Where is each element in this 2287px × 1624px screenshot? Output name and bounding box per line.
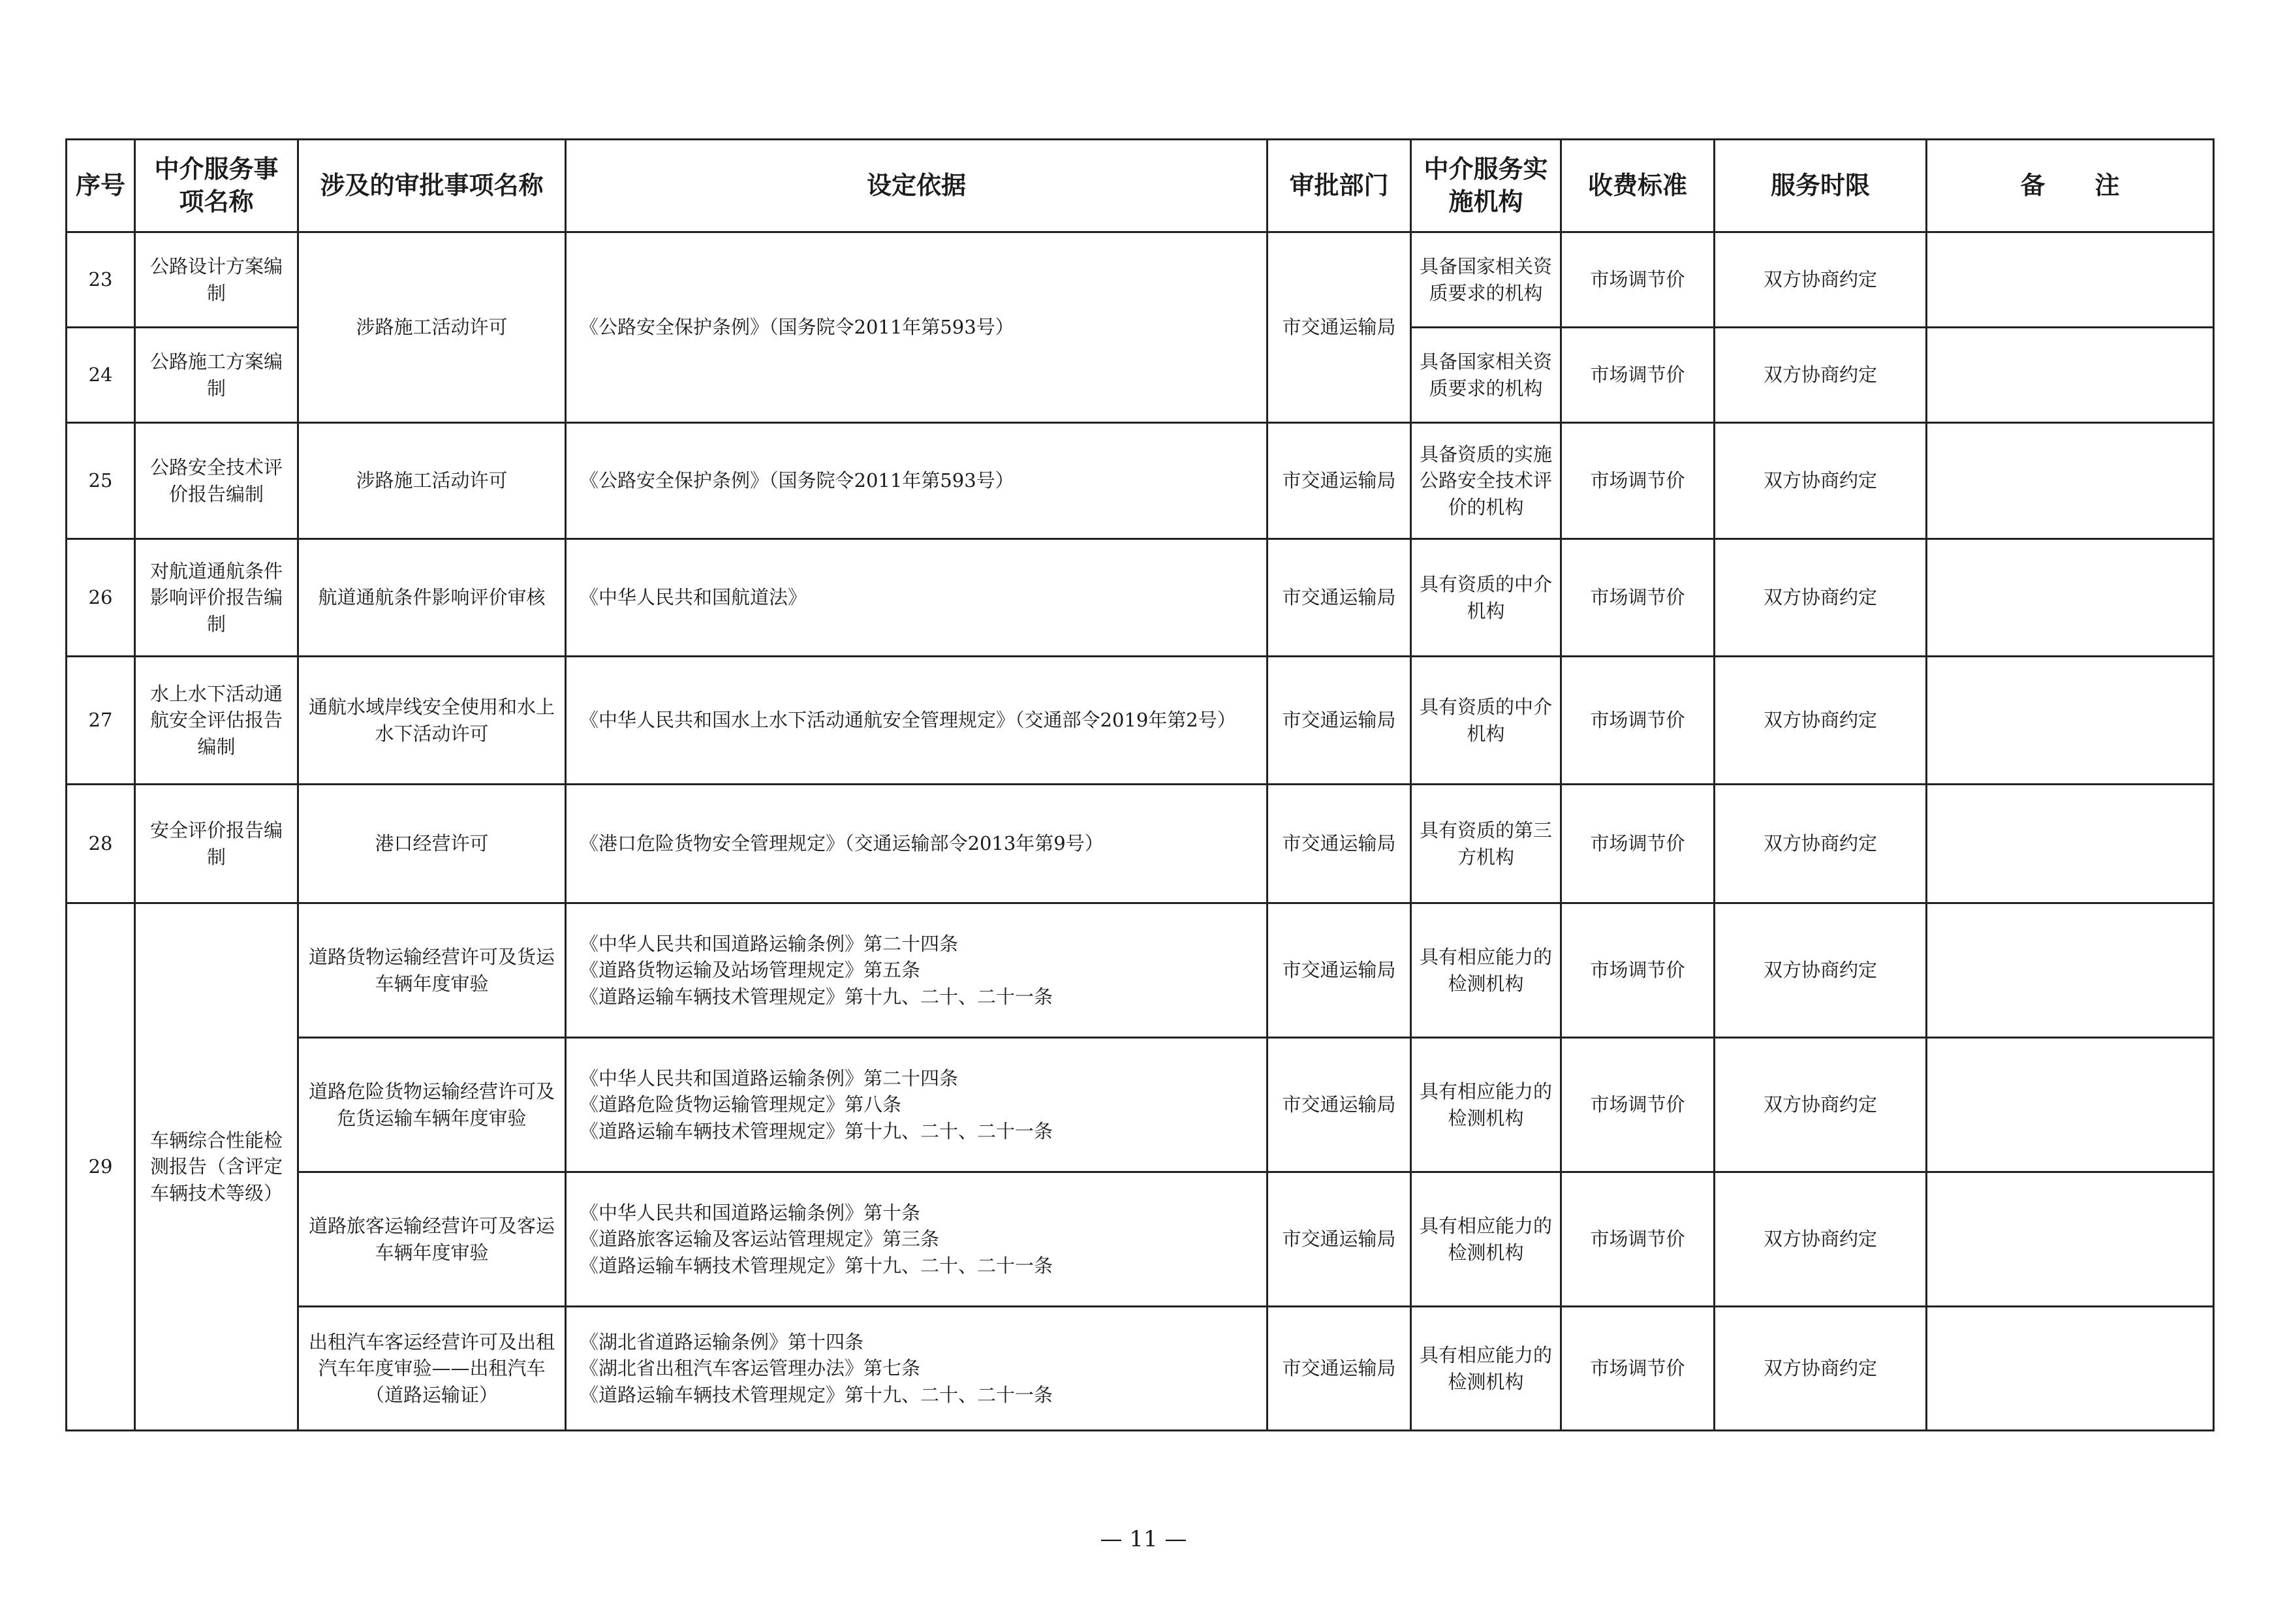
cell-remarks — [1927, 785, 2214, 903]
cell-approval: 出租汽车客运经营许可及出租汽车年度审验——出租汽车（道路运输证） — [298, 1307, 566, 1431]
cell-fee: 市场调节价 — [1561, 232, 1715, 328]
header-service: 中介服务事项名称 — [135, 140, 298, 232]
cell-fee: 市场调节价 — [1561, 1038, 1715, 1172]
basis-line: 《中华人民共和国道路运输条例》第十条 — [580, 1201, 921, 1224]
cell-remarks — [1927, 1038, 2214, 1172]
basis-line: 《道路危险货物运输管理规定》第八条 — [580, 1093, 902, 1116]
basis-line: 《湖北省出租汽车客运管理办法》第七条 — [580, 1357, 921, 1380]
cell-approval: 航道通航条件影响评价审核 — [298, 539, 566, 657]
cell-remarks — [1927, 903, 2214, 1038]
cell-time-limit: 双方协商约定 — [1715, 539, 1927, 657]
cell-remarks — [1927, 423, 2214, 539]
cell-provider: 具备国家相关资质要求的机构 — [1411, 232, 1561, 328]
cell-service: 水上水下活动通航安全评估报告编制 — [135, 657, 298, 785]
header-department: 审批部门 — [1268, 140, 1411, 232]
header-remarks: 备 注 — [1927, 140, 2214, 232]
cell-time-limit: 双方协商约定 — [1715, 785, 1927, 903]
cell-remarks — [1927, 1172, 2214, 1307]
table-row — [67, 1307, 2214, 1431]
cell-department: 市交通运输局 — [1268, 903, 1411, 1038]
cell-department: 市交通运输局 — [1268, 1307, 1411, 1431]
table-row — [67, 1172, 2214, 1307]
cell-remarks — [1927, 657, 2214, 785]
cell-seq: 23 — [67, 232, 135, 328]
table-row — [67, 903, 2214, 1038]
cell-fee: 市场调节价 — [1561, 539, 1715, 657]
cell-department: 市交通运输局 — [1268, 785, 1411, 903]
cell-approval: 道路危险货物运输经营许可及危货运输车辆年度审验 — [298, 1038, 566, 1172]
cell-seq: 26 — [67, 539, 135, 657]
header-time-limit: 服务时限 — [1715, 140, 1927, 232]
cell-approval: 道路旅客运输经营许可及客运车辆年度审验 — [298, 1172, 566, 1307]
basis-line: 《道路货物运输及站场管理规定》第五条 — [580, 959, 921, 982]
cell-approval: 港口经营许可 — [298, 785, 566, 903]
cell-remarks — [1927, 1307, 2214, 1431]
cell-provider: 具有资质的中介机构 — [1411, 539, 1561, 657]
cell-time-limit: 双方协商约定 — [1715, 1172, 1927, 1307]
cell-basis: 《公路安全保护条例》（国务院令2011年第593号） — [566, 232, 1268, 423]
cell-fee: 市场调节价 — [1561, 328, 1715, 423]
basis-line: 《道路运输车辆技术管理规定》第十九、二十、二十一条 — [580, 1383, 1053, 1406]
cell-service: 公路施工方案编制 — [135, 328, 298, 423]
basis-line: 《道路旅客运输及客运站管理规定》第三条 — [580, 1228, 940, 1251]
cell-basis — [566, 1172, 1268, 1307]
cell-department: 市交通运输局 — [1268, 657, 1411, 785]
cell-provider: 具有资质的中介机构 — [1411, 657, 1561, 785]
cell-basis: 《港口危险货物安全管理规定》（交通运输部令2013年第9号） — [566, 785, 1268, 903]
cell-basis — [566, 903, 1268, 1038]
cell-basis: 《中华人民共和国航道法》 — [566, 539, 1268, 657]
cell-basis — [566, 1307, 1268, 1431]
cell-approval: 涉路施工活动许可 — [298, 423, 566, 539]
header-approval: 涉及的审批事项名称 — [298, 140, 566, 232]
cell-remarks — [1927, 232, 2214, 328]
cell-seq: 25 — [67, 423, 135, 539]
cell-remarks — [1927, 539, 2214, 657]
header-seq: 序号 — [67, 140, 135, 232]
cell-department: 市交通运输局 — [1268, 1172, 1411, 1307]
cell-seq: 28 — [67, 785, 135, 903]
cell-fee: 市场调节价 — [1561, 903, 1715, 1038]
cell-seq: 24 — [67, 328, 135, 423]
cell-provider: 具备资质的实施公路安全技术评价的机构 — [1411, 423, 1561, 539]
cell-department: 市交通运输局 — [1268, 539, 1411, 657]
cell-basis: 《中华人民共和国水上水下活动通航安全管理规定》（交通部令2019年第2号） — [566, 657, 1268, 785]
cell-time-limit: 双方协商约定 — [1715, 1038, 1927, 1172]
cell-provider: 具有相应能力的检测机构 — [1411, 1038, 1561, 1172]
cell-time-limit: 双方协商约定 — [1715, 423, 1927, 539]
cell-department: 市交通运输局 — [1268, 232, 1411, 423]
cell-fee: 市场调节价 — [1561, 1172, 1715, 1307]
cell-provider: 具备国家相关资质要求的机构 — [1411, 328, 1561, 423]
cell-service: 公路设计方案编制 — [135, 232, 298, 328]
basis-line: 《湖北省道路运输条例》第十四条 — [580, 1330, 864, 1353]
page-number: — 11 — — [1100, 1526, 1187, 1552]
table-row — [67, 423, 2214, 539]
cell-approval: 道路货物运输经营许可及货运车辆年度审验 — [298, 903, 566, 1038]
basis-line: 《中华人民共和国道路运输条例》第二十四条 — [580, 1067, 959, 1089]
cell-remarks — [1927, 328, 2214, 423]
cell-basis — [566, 1038, 1268, 1172]
basis-line: 《中华人民共和国道路运输条例》第二十四条 — [580, 932, 959, 955]
header-basis: 设定依据 — [566, 140, 1268, 232]
cell-seq: 29 — [67, 903, 135, 1431]
cell-provider: 具有相应能力的检测机构 — [1411, 903, 1561, 1038]
cell-service: 车辆综合性能检测报告（含评定车辆技术等级） — [135, 903, 298, 1431]
table-row — [67, 657, 2214, 785]
basis-line: 《道路运输车辆技术管理规定》第十九、二十、二十一条 — [580, 985, 1053, 1008]
header-fee: 收费标准 — [1561, 140, 1715, 232]
cell-fee: 市场调节价 — [1561, 423, 1715, 539]
cell-time-limit: 双方协商约定 — [1715, 657, 1927, 785]
cell-provider: 具有相应能力的检测机构 — [1411, 1172, 1561, 1307]
basis-line: 《道路运输车辆技术管理规定》第十九、二十、二十一条 — [580, 1119, 1053, 1142]
cell-approval: 通航水域岸线安全使用和水上水下活动许可 — [298, 657, 566, 785]
table-row — [67, 539, 2214, 657]
intermediary-services-table — [65, 138, 2215, 1431]
cell-time-limit: 双方协商约定 — [1715, 232, 1927, 328]
table-header-row — [67, 140, 2214, 232]
cell-seq: 27 — [67, 657, 135, 785]
cell-approval: 涉路施工活动许可 — [298, 232, 566, 423]
cell-basis: 《公路安全保护条例》（国务院令2011年第593号） — [566, 423, 1268, 539]
cell-provider: 具有资质的第三方机构 — [1411, 785, 1561, 903]
cell-fee: 市场调节价 — [1561, 657, 1715, 785]
cell-service: 对航道通航条件影响评价报告编制 — [135, 539, 298, 657]
cell-fee: 市场调节价 — [1561, 785, 1715, 903]
cell-service: 公路安全技术评价报告编制 — [135, 423, 298, 539]
table-row — [67, 785, 2214, 903]
cell-fee: 市场调节价 — [1561, 1307, 1715, 1431]
table-row — [67, 1038, 2214, 1172]
cell-department: 市交通运输局 — [1268, 1038, 1411, 1172]
cell-department: 市交通运输局 — [1268, 423, 1411, 539]
table-row — [67, 232, 2214, 328]
cell-service: 安全评价报告编制 — [135, 785, 298, 903]
cell-provider: 具有相应能力的检测机构 — [1411, 1307, 1561, 1431]
header-provider: 中介服务实施机构 — [1411, 140, 1561, 232]
cell-time-limit: 双方协商约定 — [1715, 903, 1927, 1038]
cell-time-limit: 双方协商约定 — [1715, 328, 1927, 423]
cell-time-limit: 双方协商约定 — [1715, 1307, 1927, 1431]
basis-line: 《道路运输车辆技术管理规定》第十九、二十、二十一条 — [580, 1254, 1053, 1277]
